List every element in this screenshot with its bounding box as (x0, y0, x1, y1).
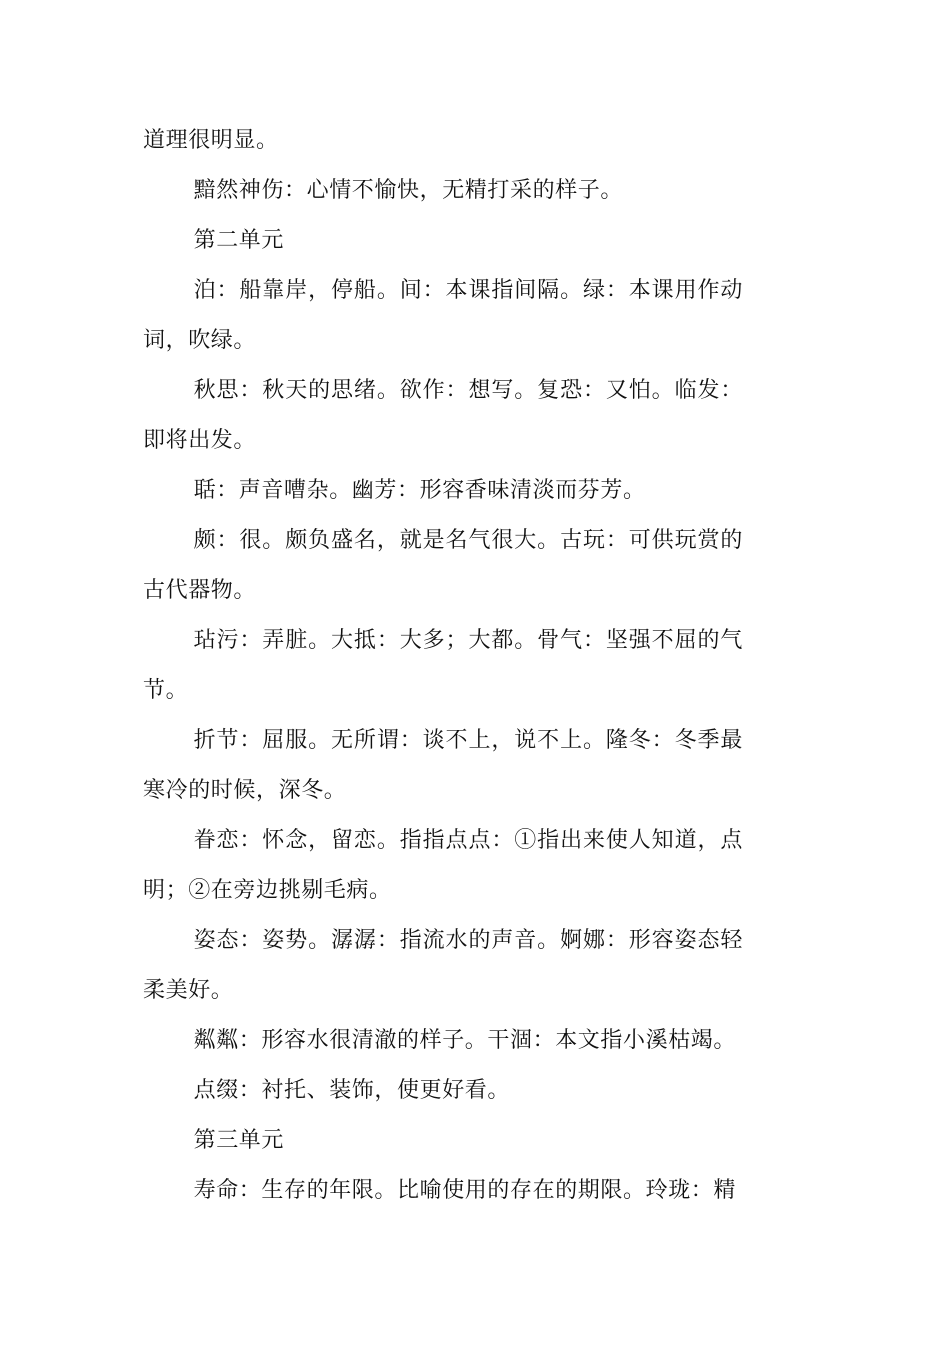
paragraph-definition: 黯然神伤：心情不愉快，无精打采的样子。 (193, 178, 623, 203)
paragraph-definition: 颇：很。颇负盛名，就是名气很大。古玩：可供玩赏的古代器物。 (143, 528, 743, 603)
paragraph-definition: 玷污：弄脏。大抵：大多；大都。骨气：坚强不屈的气节。 (143, 628, 743, 703)
paragraph-definition: 姿态：姿势。潺潺：指流水的声音。婀娜：形容姿态轻柔美好。 (143, 928, 743, 1003)
paragraph-definition: 点缀：衬托、装饰，使更好看。 (193, 1078, 510, 1103)
document-body (143, 116, 743, 1216)
section-heading-unit-2: 第二单元 (193, 228, 284, 253)
paragraph-definition: 眷恋：怀念，留恋。指指点点：①指出来使人知道，点明；②在旁边挑剔毛病。 (143, 828, 743, 903)
paragraph-definition: 寿命：生存的年限。比喻使用的存在的期限。玲珑：精 (193, 1178, 736, 1203)
paragraph-continuation: 道理很明显。 (143, 128, 279, 153)
paragraph-definition: 秋思：秋天的思绪。欲作：想写。复恐：又怕。临发：即将出发。 (143, 378, 743, 453)
section-heading-unit-3: 第三单元 (193, 1128, 284, 1153)
paragraph-definition: 泊：船靠岸，停船。间：本课指间隔。绿：本课用作动词，吹绿。 (143, 278, 743, 353)
paragraph-definition: 折节：屈服。无所谓：谈不上，说不上。隆冬：冬季最寒冷的时候，深冬。 (143, 728, 743, 803)
paragraph-definition: 聒：声音嘈杂。幽芳：形容香味清淡而芬芳。 (193, 478, 646, 503)
paragraph-definition: 粼粼：形容水很清澈的样子。干涸：本文指小溪枯竭。 (193, 1028, 736, 1053)
